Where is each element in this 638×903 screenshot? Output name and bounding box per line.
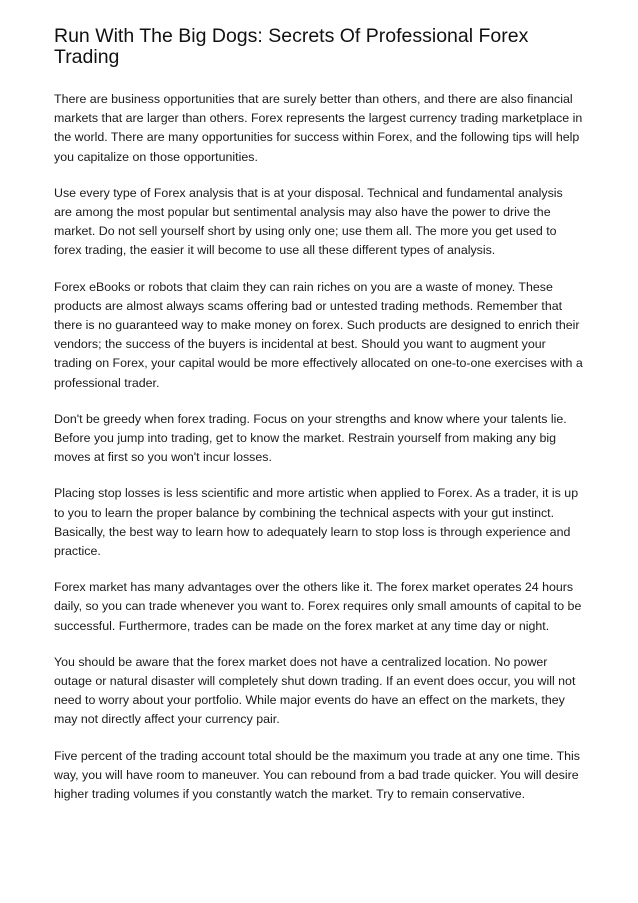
paragraph-5: Placing stop losses is less scientific and more artistic when applied to Forex. As a trader, it is up to you to learn the proper balance by combining the technical aspects with your gut instinct. Basically, the best way to learn how to adequately learn to stop loss is through experience and practice. [54, 486, 579, 559]
paragraph-8: Five percent of the trading account total should be the maximum you trade at any one time. This way, you will have room to maneuver. You can rebound from a bad trade quicker. You will desire higher trading volumes if you constantly watch the market. Try to remain conservative. [54, 748, 580, 802]
paragraph-6: Forex market has many advantages over the others like it. The forex market operates 24 hours daily, so you can trade whenever you want to. Forex requires only small amounts of capital to be successful. Furthermore, trades can be made on the forex market at any time day or night. [54, 580, 582, 633]
paragraph-2: Use every type of Forex analysis that is at your disposal. Technical and fundamental analysis are among the most popular but sentimental analysis may also have the power to drive the market. Do not sell yourself short by using only one; use them all. The more you get used to forex trading, the easier it will become to use all these different types of analysis. [54, 185, 563, 258]
paragraph-3: Forex eBooks or robots that claim they can rain riches on you are a waste of money. These products are almost always scams offering bad or untested trading methods. Remember that there is no guaranteed way to make money on forex. Such products are designed to enrich their vendors; the success of the buyers is incidental at best. Should you want to augment your trading on Forex, your capital would be more effectively allocated on one-to-one exercises with a professional trader. [54, 279, 583, 390]
paragraph-7: You should be aware that the forex market does not have a centralized location. No power outage or natural disaster will completely shut down trading. If an event does occur, you will not need to worry about your portfolio. While major events do have an effect on the markets, they may not directly affect your currency pair. [54, 654, 576, 727]
document-page [54, 26, 584, 821]
page-title: Run With The Big Dogs: Secrets Of Professional Forex Trading [54, 25, 529, 68]
paragraph-1: There are business opportunities that are surely better than others, and there are also financial markets that are larger than others. Forex represents the largest currency trading marketplace in the world. There are many opportunities for success within Forex, and the following tips will help you capitalize on those opportunities. [54, 92, 583, 164]
paragraph-4: Don't be greedy when forex trading. Focus on your strengths and know where your talents lie. Before you jump into trading, get to know the market. Restrain yourself from making any big moves at first so you won't incur losses. [54, 411, 567, 465]
